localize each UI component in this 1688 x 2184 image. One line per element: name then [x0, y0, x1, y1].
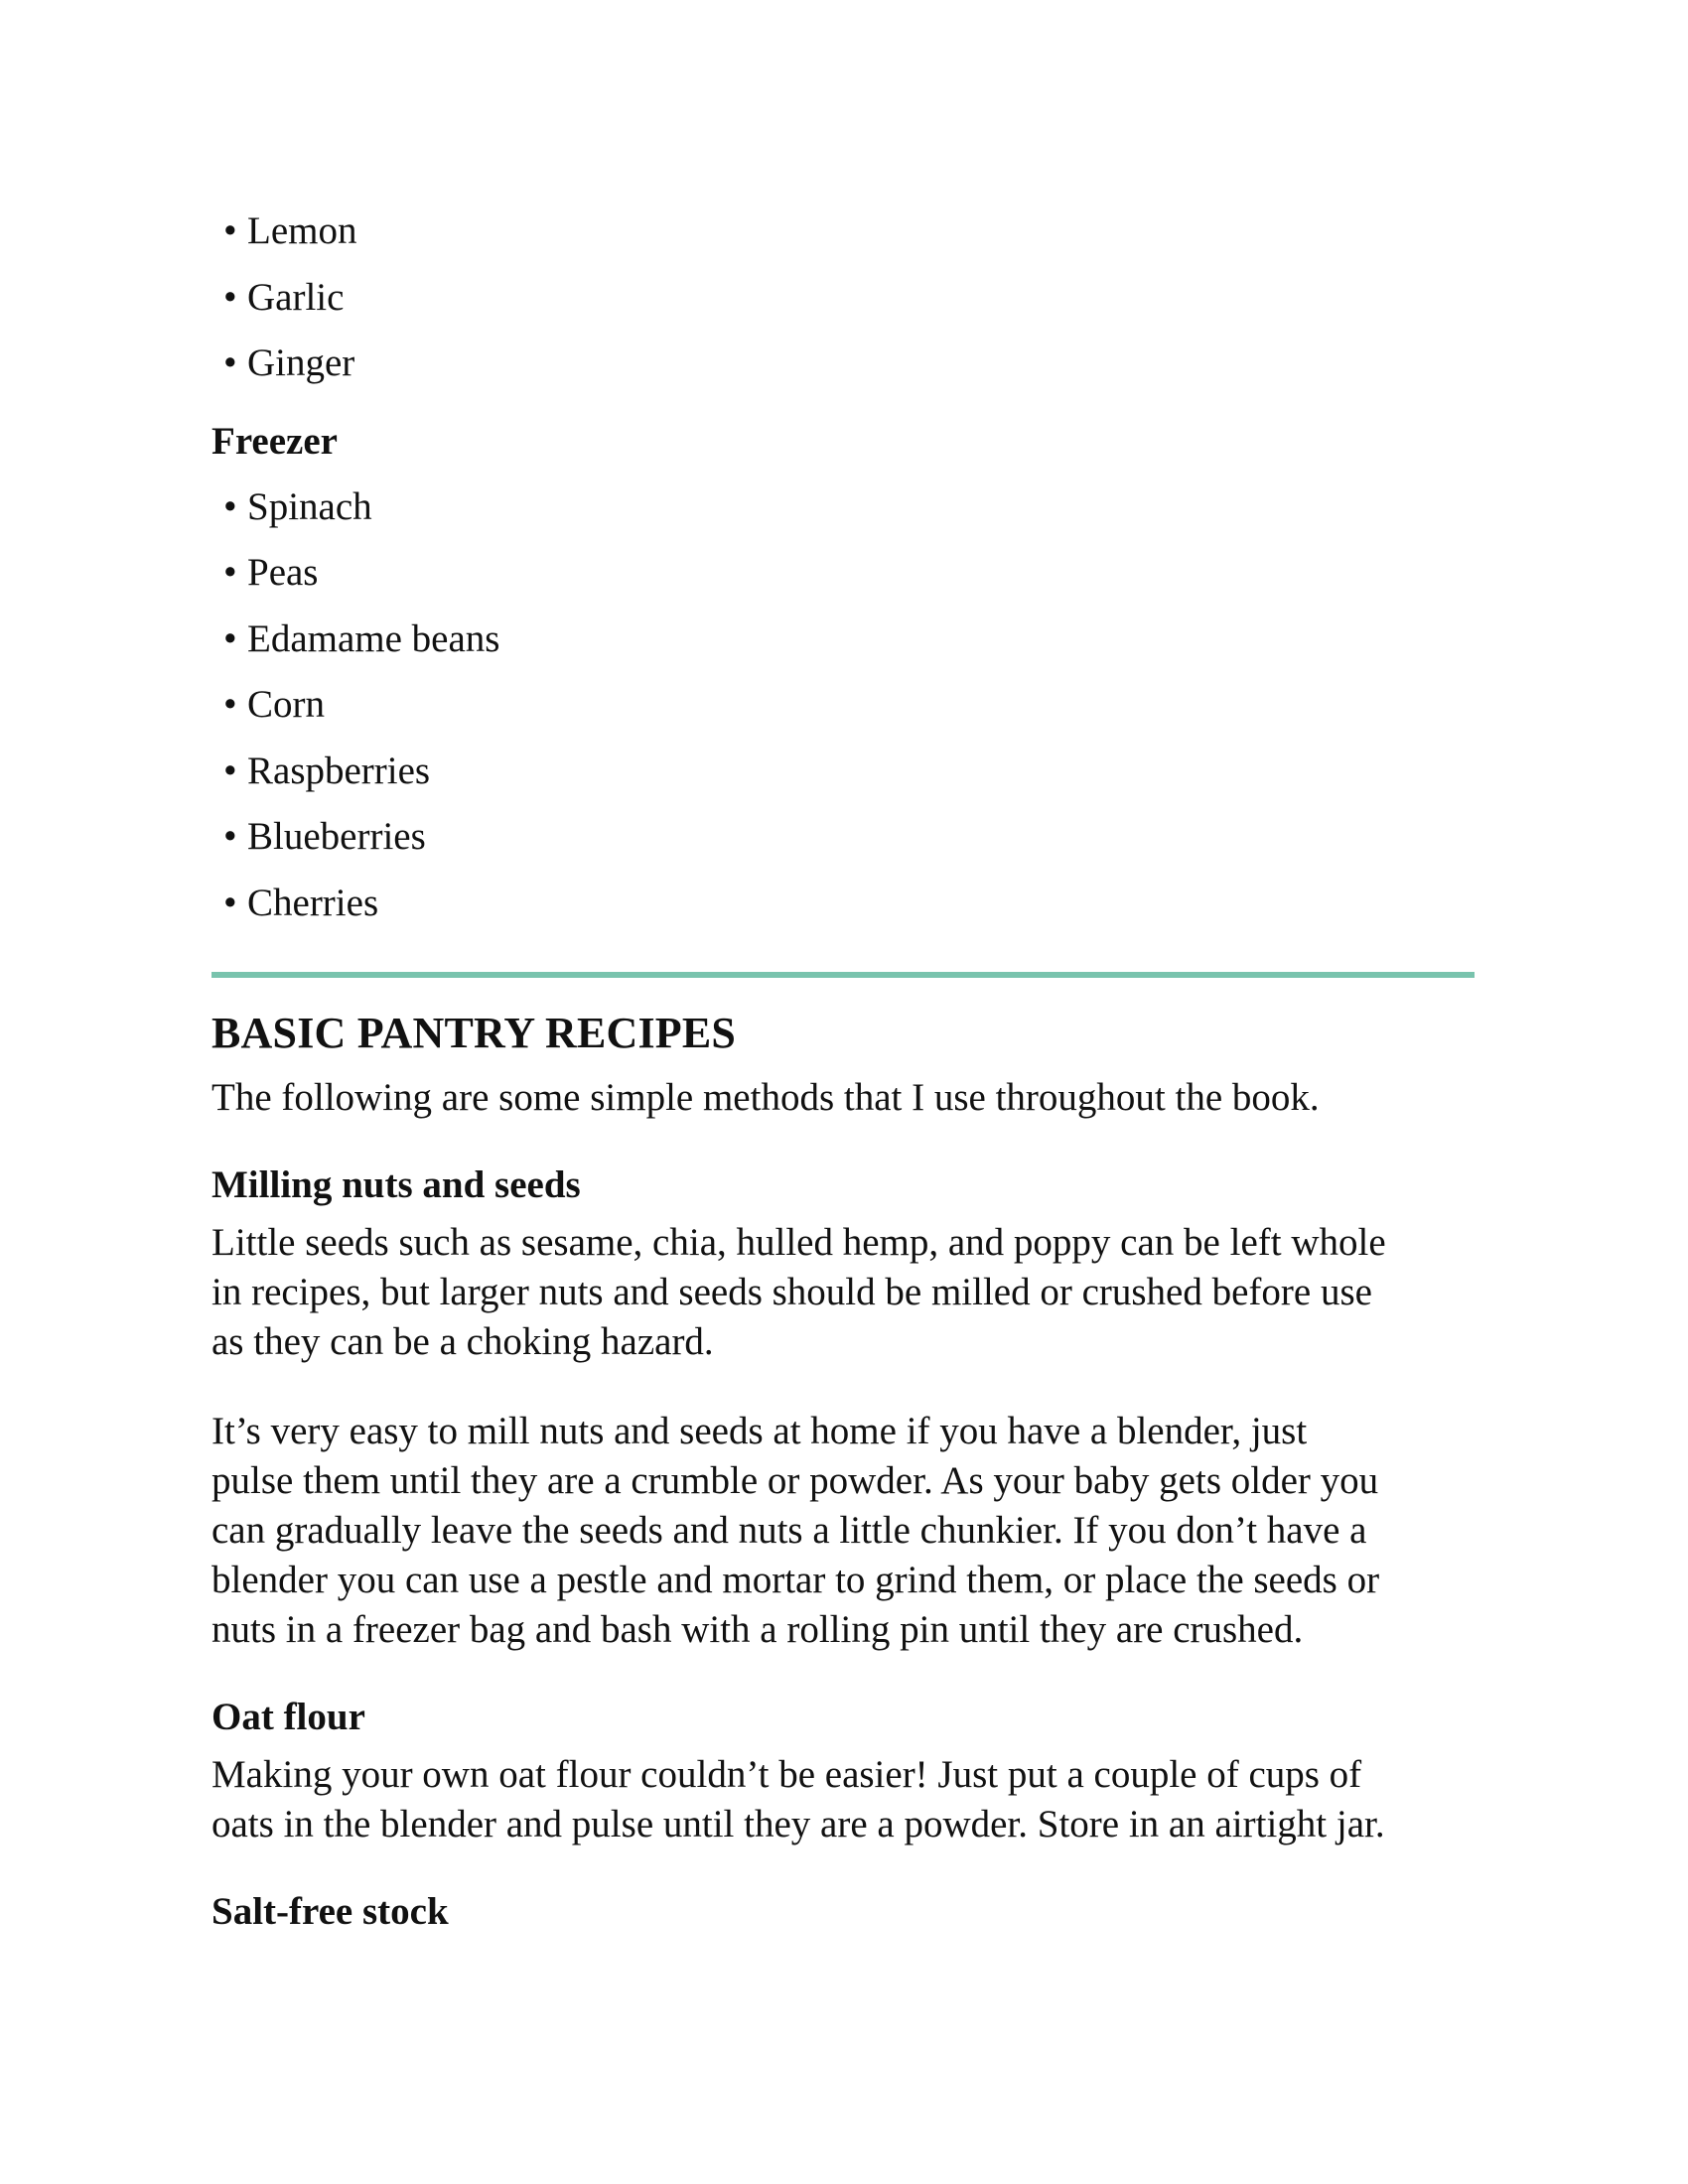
list-item [211, 199, 1477, 265]
bullet-icon: • [223, 484, 237, 528]
text-line: pulse them until they are a crumble or powder. As your baby gets older you [211, 1459, 1379, 1502]
bullet-icon: • [223, 815, 237, 858]
list-item [211, 265, 1477, 332]
bullet-icon: • [223, 683, 237, 726]
text-line: blender you can use a pestle and mortar to grind them, or place the seeds or [211, 1559, 1380, 1601]
list-item [211, 475, 1477, 541]
bullet-icon: • [223, 341, 237, 384]
list-item-label: Cherries [247, 881, 379, 924]
text-line: in recipes, but larger nuts and seeds should be milled or crushed before use [211, 1271, 1372, 1313]
list-item-label: Spinach [247, 484, 372, 528]
milling-paragraph-1 [211, 1218, 1477, 1367]
text-line: Little seeds such as sesame, chia, hulled hemp, and poppy can be left whole [211, 1221, 1386, 1264]
bullet-icon: • [223, 209, 237, 252]
milling-heading: Milling nuts and seeds [211, 1163, 581, 1206]
list-item [211, 607, 1477, 673]
list-item-label: Raspberries [247, 749, 431, 792]
stock-heading: Salt-free stock [211, 1890, 449, 1933]
text-line: can gradually leave the seeds and nuts a little chunkier. If you don’t have a [211, 1509, 1367, 1552]
section-divider [211, 972, 1475, 978]
bullet-icon: • [223, 749, 237, 792]
text-line: as they can be a choking hazard. [211, 1320, 714, 1363]
page-content [211, 199, 1477, 1937]
list-item [211, 672, 1477, 739]
list-item [211, 804, 1477, 871]
list-item-label: Garlic [247, 275, 345, 319]
text-line: It’s very easy to mill nuts and seeds at home if you have a blender, just [211, 1410, 1308, 1452]
bullet-icon: • [223, 881, 237, 924]
text-line: Making your own oat flour couldn’t be easier! Just put a couple of cups of [211, 1753, 1362, 1796]
section-title: BASIC PANTRY RECIPES [211, 1009, 737, 1057]
bullet-icon: • [223, 616, 237, 660]
freezer-list [211, 475, 1477, 937]
list-item-label: Peas [247, 551, 319, 594]
milling-paragraph-2 [211, 1407, 1477, 1655]
bullet-icon: • [223, 275, 237, 319]
pantry-fresh-list [211, 199, 1477, 397]
list-item [211, 540, 1477, 607]
oat-flour-paragraph [211, 1750, 1477, 1849]
text-line: oats in the blender and pulse until they are a powder. Store in an airtight jar. [211, 1803, 1385, 1845]
oat-flour-heading: Oat flour [211, 1696, 365, 1738]
list-item-label: Edamame beans [247, 616, 500, 660]
list-item-label: Ginger [247, 341, 355, 384]
list-item [211, 739, 1477, 805]
list-item-label: Lemon [247, 209, 357, 252]
list-item [211, 871, 1477, 937]
section-intro: The following are some simple methods that I use throughout the book. [211, 1076, 1320, 1119]
freezer-heading: Freezer [211, 419, 338, 463]
text-line: nuts in a freezer bag and bash with a rolling pin until they are crushed. [211, 1608, 1304, 1651]
bullet-icon: • [223, 551, 237, 594]
list-item [211, 331, 1477, 397]
list-item-label: Corn [247, 683, 325, 726]
list-item-label: Blueberries [247, 815, 426, 858]
